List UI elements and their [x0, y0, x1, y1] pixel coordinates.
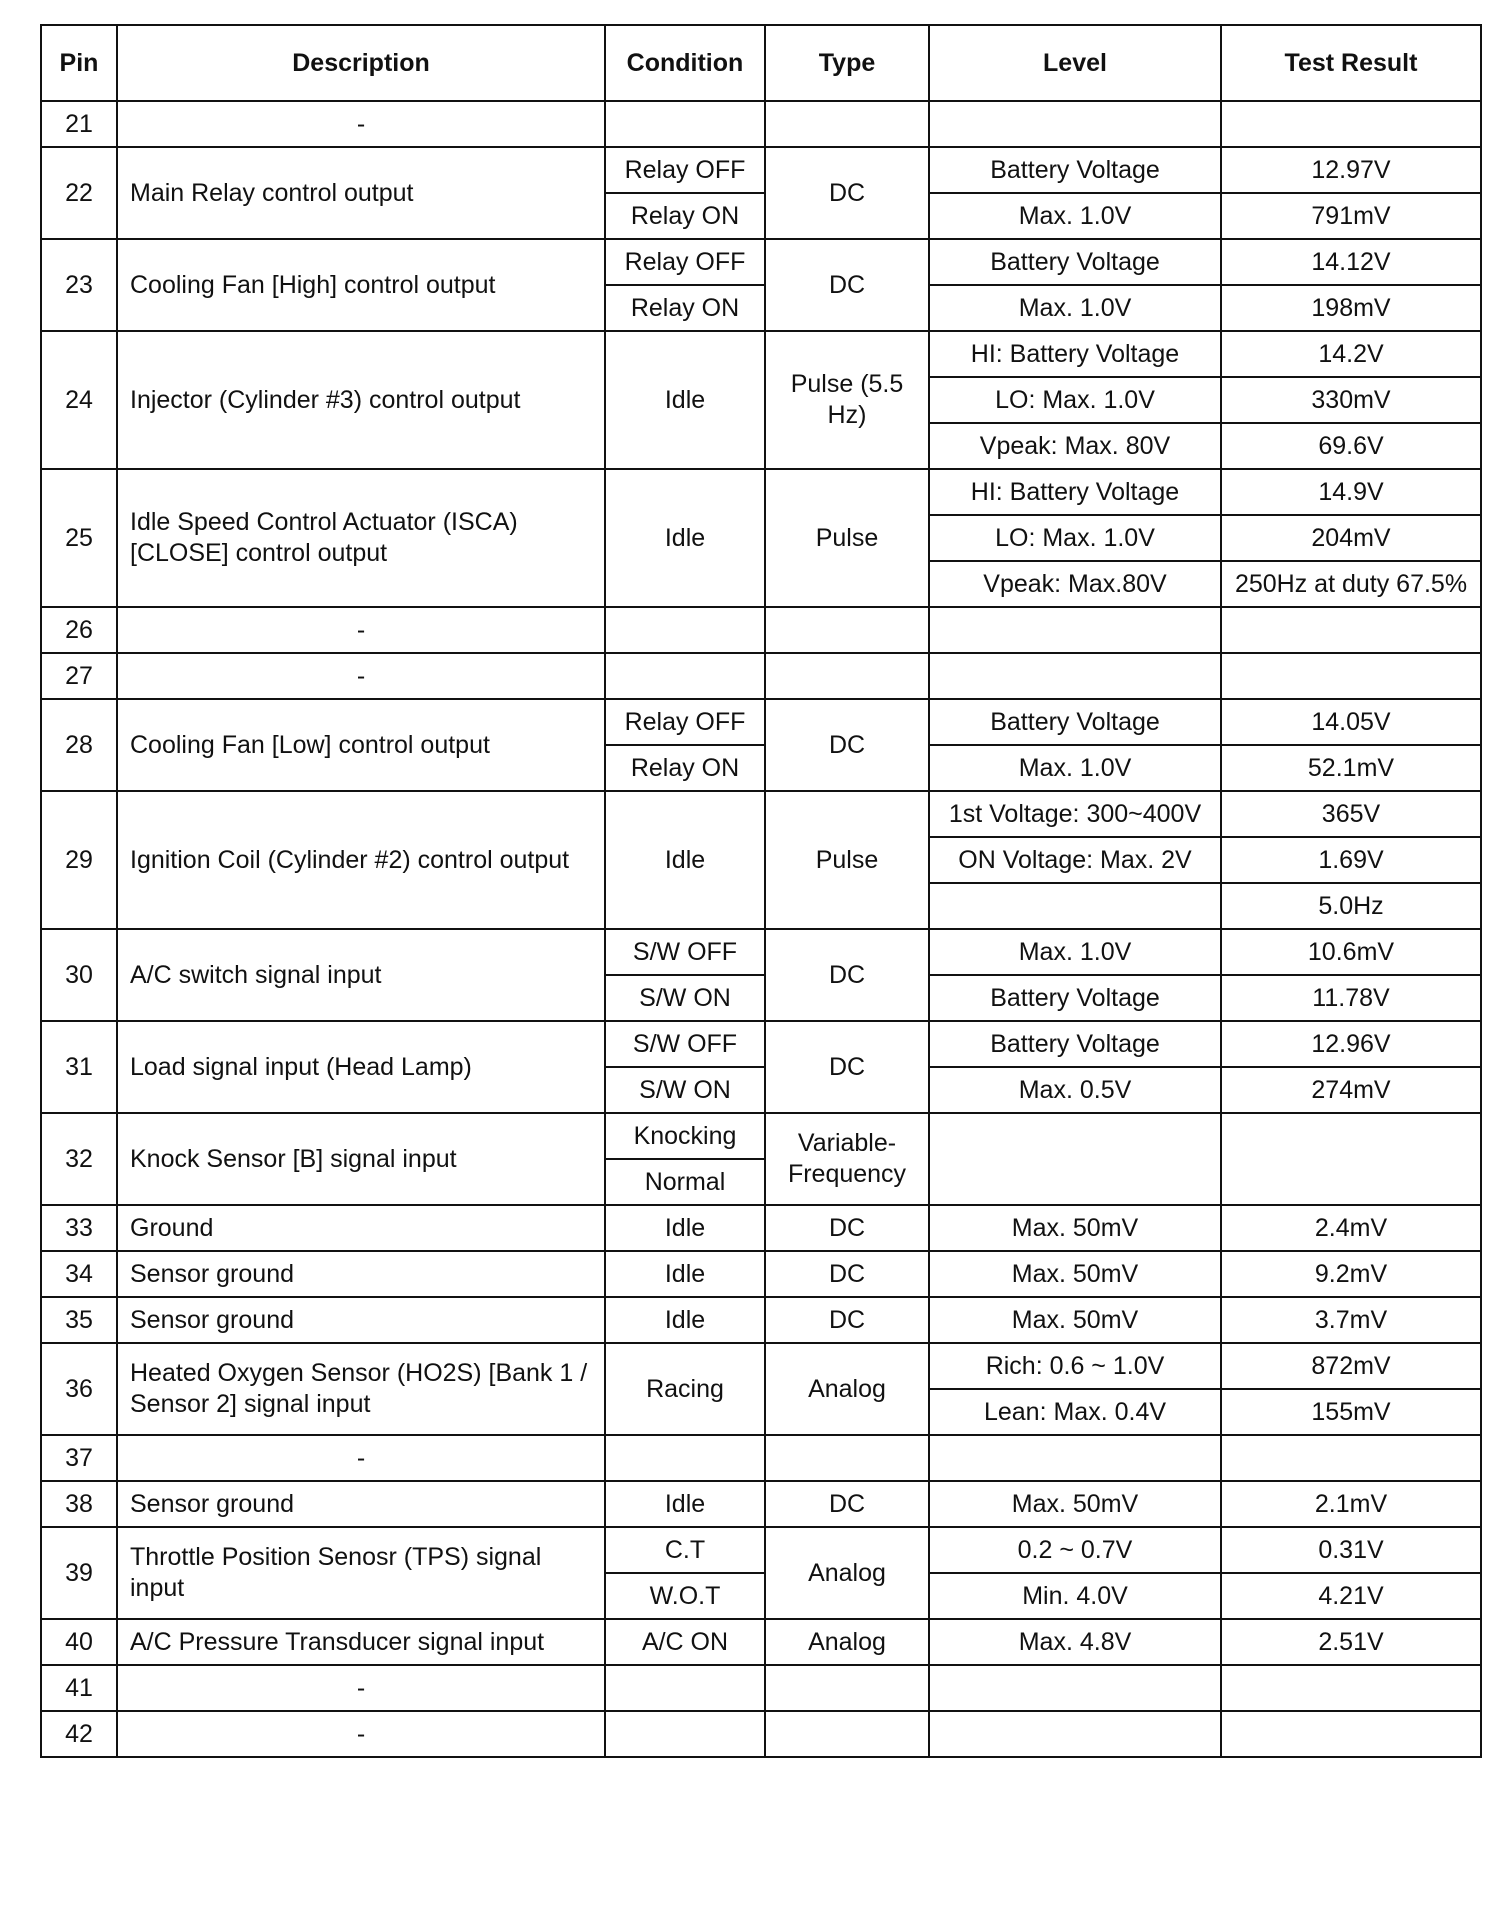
result-cell: 0.31V — [1221, 1527, 1481, 1573]
condition-cell: A/C ON — [605, 1619, 765, 1665]
table-row — [41, 1343, 1481, 1389]
result-cell: 10.6mV — [1221, 929, 1481, 975]
pin-cell: 41 — [41, 1665, 117, 1711]
level-cell — [929, 101, 1221, 147]
level-cell: Battery Voltage — [929, 975, 1221, 1021]
pin-cell: 33 — [41, 1205, 117, 1251]
pin-cell: 26 — [41, 607, 117, 653]
level-cell: Max. 1.0V — [929, 745, 1221, 791]
result-cell: 14.9V — [1221, 469, 1481, 515]
header-condition: Condition — [605, 25, 765, 101]
result-cell: 872mV — [1221, 1343, 1481, 1389]
description-cell: Knock Sensor [B] signal input — [117, 1113, 605, 1205]
pin-test-sheet — [40, 24, 1480, 1758]
level-cell: Battery Voltage — [929, 239, 1221, 285]
table-row — [41, 1251, 1481, 1297]
level-cell: HI: Battery Voltage — [929, 331, 1221, 377]
result-cell: 11.78V — [1221, 975, 1481, 1021]
description-cell: - — [117, 1711, 605, 1757]
condition-cell: Idle — [605, 1251, 765, 1297]
header-type: Type — [765, 25, 929, 101]
description-cell: Heated Oxygen Sensor (HO2S) [Bank 1 / Sensor 2] signal input — [117, 1343, 605, 1435]
level-cell — [929, 1711, 1221, 1757]
type-cell: DC — [765, 1251, 929, 1297]
condition-cell: Relay ON — [605, 285, 765, 331]
level-cell: Max. 50mV — [929, 1481, 1221, 1527]
result-cell: 155mV — [1221, 1389, 1481, 1435]
level-cell — [929, 1435, 1221, 1481]
description-cell: Sensor ground — [117, 1297, 605, 1343]
condition-cell: Relay ON — [605, 193, 765, 239]
level-cell: 0.2 ~ 0.7V — [929, 1527, 1221, 1573]
table-row — [41, 331, 1481, 377]
description-cell: A/C Pressure Transducer signal input — [117, 1619, 605, 1665]
result-cell — [1221, 1435, 1481, 1481]
condition-cell: Idle — [605, 791, 765, 929]
pin-cell: 42 — [41, 1711, 117, 1757]
pin-cell: 34 — [41, 1251, 117, 1297]
description-cell: Injector (Cylinder #3) control output — [117, 331, 605, 469]
type-cell — [765, 653, 929, 699]
level-cell: Max. 1.0V — [929, 929, 1221, 975]
condition-cell: W.O.T — [605, 1573, 765, 1619]
result-cell: 14.2V — [1221, 331, 1481, 377]
result-cell — [1221, 1711, 1481, 1757]
description-cell: - — [117, 101, 605, 147]
level-cell — [929, 1665, 1221, 1711]
pin-cell: 40 — [41, 1619, 117, 1665]
description-cell: Idle Speed Control Actuator (ISCA) [CLOSE] control output — [117, 469, 605, 607]
result-cell: 69.6V — [1221, 423, 1481, 469]
pin-cell: 31 — [41, 1021, 117, 1113]
pin-cell: 35 — [41, 1297, 117, 1343]
type-cell: Variable-Frequency — [765, 1113, 929, 1205]
result-cell: 365V — [1221, 791, 1481, 837]
type-cell — [765, 1665, 929, 1711]
type-cell: DC — [765, 147, 929, 239]
type-cell: DC — [765, 239, 929, 331]
table-row — [41, 239, 1481, 285]
result-cell: 3.7mV — [1221, 1297, 1481, 1343]
level-cell: Lean: Max. 0.4V — [929, 1389, 1221, 1435]
result-cell: 12.97V — [1221, 147, 1481, 193]
type-cell — [765, 1435, 929, 1481]
level-cell: Max. 50mV — [929, 1297, 1221, 1343]
table-row — [41, 929, 1481, 975]
pin-cell: 30 — [41, 929, 117, 1021]
pin-cell: 28 — [41, 699, 117, 791]
condition-cell: Idle — [605, 1205, 765, 1251]
pin-table — [40, 24, 1482, 1758]
type-cell: Analog — [765, 1527, 929, 1619]
description-cell: Sensor ground — [117, 1251, 605, 1297]
table-row — [41, 1481, 1481, 1527]
pin-cell: 25 — [41, 469, 117, 607]
header-row — [41, 25, 1481, 101]
level-cell: Min. 4.0V — [929, 1573, 1221, 1619]
result-cell: 14.05V — [1221, 699, 1481, 745]
level-cell: Battery Voltage — [929, 699, 1221, 745]
table-row — [41, 1297, 1481, 1343]
description-cell: A/C switch signal input — [117, 929, 605, 1021]
level-cell: 1st Voltage: 300~400V — [929, 791, 1221, 837]
pin-cell: 22 — [41, 147, 117, 239]
result-cell: 250Hz at duty 67.5% — [1221, 561, 1481, 607]
condition-cell: Idle — [605, 1481, 765, 1527]
type-cell: Pulse (5.5 Hz) — [765, 331, 929, 469]
result-cell — [1221, 607, 1481, 653]
header-description: Description — [117, 25, 605, 101]
description-cell: Ground — [117, 1205, 605, 1251]
condition-cell: C.T — [605, 1527, 765, 1573]
condition-cell: Normal — [605, 1159, 765, 1205]
condition-cell — [605, 1435, 765, 1481]
type-cell: DC — [765, 699, 929, 791]
result-cell: 12.96V — [1221, 1021, 1481, 1067]
pin-cell: 38 — [41, 1481, 117, 1527]
result-cell — [1221, 653, 1481, 699]
result-cell: 14.12V — [1221, 239, 1481, 285]
result-cell: 4.21V — [1221, 1573, 1481, 1619]
type-cell: DC — [765, 1021, 929, 1113]
type-cell: Analog — [765, 1619, 929, 1665]
level-cell: Max. 1.0V — [929, 285, 1221, 331]
condition-cell: Relay OFF — [605, 239, 765, 285]
condition-cell — [605, 1711, 765, 1757]
type-cell: Pulse — [765, 469, 929, 607]
pin-cell: 29 — [41, 791, 117, 929]
table-row — [41, 1527, 1481, 1573]
level-cell — [929, 607, 1221, 653]
result-cell — [1221, 1665, 1481, 1711]
description-cell: Main Relay control output — [117, 147, 605, 239]
pin-cell: 21 — [41, 101, 117, 147]
condition-cell — [605, 1665, 765, 1711]
level-cell: Battery Voltage — [929, 1021, 1221, 1067]
table-row — [41, 469, 1481, 515]
result-cell: 274mV — [1221, 1067, 1481, 1113]
level-cell: Max. 50mV — [929, 1251, 1221, 1297]
result-cell — [1221, 1113, 1481, 1205]
result-cell: 2.4mV — [1221, 1205, 1481, 1251]
condition-cell: S/W OFF — [605, 1021, 765, 1067]
pin-cell: 39 — [41, 1527, 117, 1619]
result-cell: 791mV — [1221, 193, 1481, 239]
pin-cell: 27 — [41, 653, 117, 699]
level-cell: Rich: 0.6 ~ 1.0V — [929, 1343, 1221, 1389]
type-cell: Pulse — [765, 791, 929, 929]
result-cell: 2.51V — [1221, 1619, 1481, 1665]
type-cell — [765, 607, 929, 653]
result-cell: 204mV — [1221, 515, 1481, 561]
result-cell: 1.69V — [1221, 837, 1481, 883]
level-cell — [929, 1113, 1221, 1205]
result-cell: 330mV — [1221, 377, 1481, 423]
description-cell: Sensor ground — [117, 1481, 605, 1527]
condition-cell: Idle — [605, 469, 765, 607]
condition-cell: S/W ON — [605, 975, 765, 1021]
condition-cell — [605, 653, 765, 699]
table-row — [41, 699, 1481, 745]
level-cell: Max. 4.8V — [929, 1619, 1221, 1665]
table-row — [41, 1711, 1481, 1757]
type-cell: DC — [765, 1205, 929, 1251]
table-row — [41, 147, 1481, 193]
description-cell: Ignition Coil (Cylinder #2) control output — [117, 791, 605, 929]
table-row — [41, 1619, 1481, 1665]
description-cell: Throttle Position Senosr (TPS) signal input — [117, 1527, 605, 1619]
pin-cell: 37 — [41, 1435, 117, 1481]
table-row — [41, 1205, 1481, 1251]
condition-cell — [605, 101, 765, 147]
result-cell — [1221, 101, 1481, 147]
condition-cell: Idle — [605, 1297, 765, 1343]
pin-cell: 32 — [41, 1113, 117, 1205]
level-cell: Vpeak: Max. 80V — [929, 423, 1221, 469]
level-cell: Max. 1.0V — [929, 193, 1221, 239]
level-cell — [929, 883, 1221, 929]
level-cell: Vpeak: Max.80V — [929, 561, 1221, 607]
result-cell: 52.1mV — [1221, 745, 1481, 791]
type-cell: Analog — [765, 1343, 929, 1435]
condition-cell: Relay OFF — [605, 147, 765, 193]
level-cell: HI: Battery Voltage — [929, 469, 1221, 515]
description-cell: - — [117, 653, 605, 699]
type-cell — [765, 101, 929, 147]
level-cell: Max. 0.5V — [929, 1067, 1221, 1113]
condition-cell: Racing — [605, 1343, 765, 1435]
condition-cell — [605, 607, 765, 653]
level-cell: Max. 50mV — [929, 1205, 1221, 1251]
table-row — [41, 101, 1481, 147]
type-cell: DC — [765, 1481, 929, 1527]
table-row — [41, 653, 1481, 699]
level-cell: Battery Voltage — [929, 147, 1221, 193]
description-cell: - — [117, 1435, 605, 1481]
pin-cell: 23 — [41, 239, 117, 331]
description-cell: - — [117, 607, 605, 653]
table-row — [41, 1021, 1481, 1067]
result-cell: 2.1mV — [1221, 1481, 1481, 1527]
condition-cell: S/W ON — [605, 1067, 765, 1113]
type-cell: DC — [765, 1297, 929, 1343]
condition-cell: Idle — [605, 331, 765, 469]
description-cell: Cooling Fan [High] control output — [117, 239, 605, 331]
table-row — [41, 1435, 1481, 1481]
header-test-result: Test Result — [1221, 25, 1481, 101]
condition-cell: S/W OFF — [605, 929, 765, 975]
level-cell: ON Voltage: Max. 2V — [929, 837, 1221, 883]
description-cell: Cooling Fan [Low] control output — [117, 699, 605, 791]
table-row — [41, 791, 1481, 837]
description-cell: Load signal input (Head Lamp) — [117, 1021, 605, 1113]
condition-cell: Relay OFF — [605, 699, 765, 745]
table-row — [41, 1665, 1481, 1711]
result-cell: 9.2mV — [1221, 1251, 1481, 1297]
header-pin: Pin — [41, 25, 117, 101]
result-cell: 5.0Hz — [1221, 883, 1481, 929]
pin-cell: 36 — [41, 1343, 117, 1435]
result-cell: 198mV — [1221, 285, 1481, 331]
condition-cell: Knocking — [605, 1113, 765, 1159]
condition-cell: Relay ON — [605, 745, 765, 791]
type-cell: DC — [765, 929, 929, 1021]
table-row — [41, 1113, 1481, 1159]
description-cell: - — [117, 1665, 605, 1711]
type-cell — [765, 1711, 929, 1757]
level-cell: LO: Max. 1.0V — [929, 515, 1221, 561]
level-cell: LO: Max. 1.0V — [929, 377, 1221, 423]
level-cell — [929, 653, 1221, 699]
pin-cell: 24 — [41, 331, 117, 469]
header-level: Level — [929, 25, 1221, 101]
table-row — [41, 607, 1481, 653]
